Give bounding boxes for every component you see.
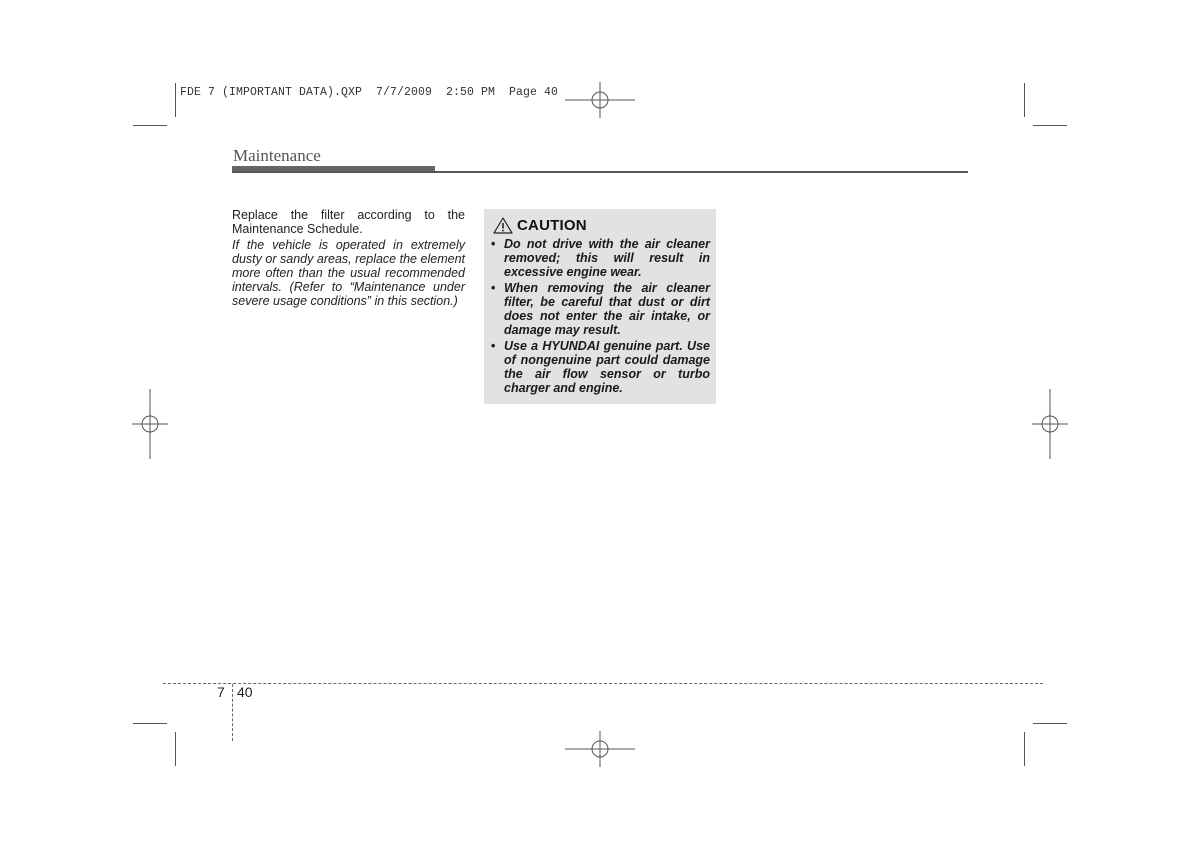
caution-item-text: Do not drive with the air cleaner removed; this will result in excessive engine wear. [504,237,710,279]
caution-item [491,339,710,395]
registration-mark-icon [565,82,635,118]
crop-mark [133,723,167,724]
registration-mark-icon [565,731,635,767]
caution-item-text: Use a HYUNDAI genuine part. Use of nongenuine part could damage the air flow sensor or turbo charger and engine. [504,339,710,395]
caution-header [493,217,710,234]
footer-divider [232,684,233,741]
footer-rule [163,683,1043,684]
caution-box [484,209,716,404]
bullet: • [491,281,496,295]
title-rule [232,171,968,173]
registration-mark-icon [1032,389,1068,459]
crop-mark [1024,83,1025,117]
bullet: • [491,339,496,353]
crop-mark [1024,732,1025,766]
registration-mark-icon [132,389,168,459]
print-slug: FDE 7 (IMPORTANT DATA).QXP 7/7/2009 2:50 PM Page 40 [180,86,559,99]
caution-item-text: When removing the air cleaner filter, be careful that dust or dirt does not enter the air intake, or damage may result. [504,281,710,337]
page-number: 40 [237,684,253,700]
crop-mark [1033,723,1067,724]
warning-triangle-icon [493,217,513,234]
crop-mark [175,83,176,117]
crop-mark [133,125,167,126]
crop-mark [175,732,176,766]
caution-list [491,237,710,395]
body-column [232,208,465,308]
caution-item [491,281,710,337]
caution-title: CAUTION [517,217,587,234]
caution-item [491,237,710,279]
chapter-number: 7 [217,684,225,700]
body-note: If the vehicle is operated in extremely dusty or sandy areas, replace the element more often than the usual recommended intervals. (Refer to “Maintenance under severe usage conditions” in this section.) [232,238,465,308]
body-paragraph: Replace the filter according to the Maintenance Schedule. [232,208,465,236]
bullet: • [491,237,496,251]
section-title: Maintenance [233,146,321,165]
crop-mark [1033,125,1067,126]
